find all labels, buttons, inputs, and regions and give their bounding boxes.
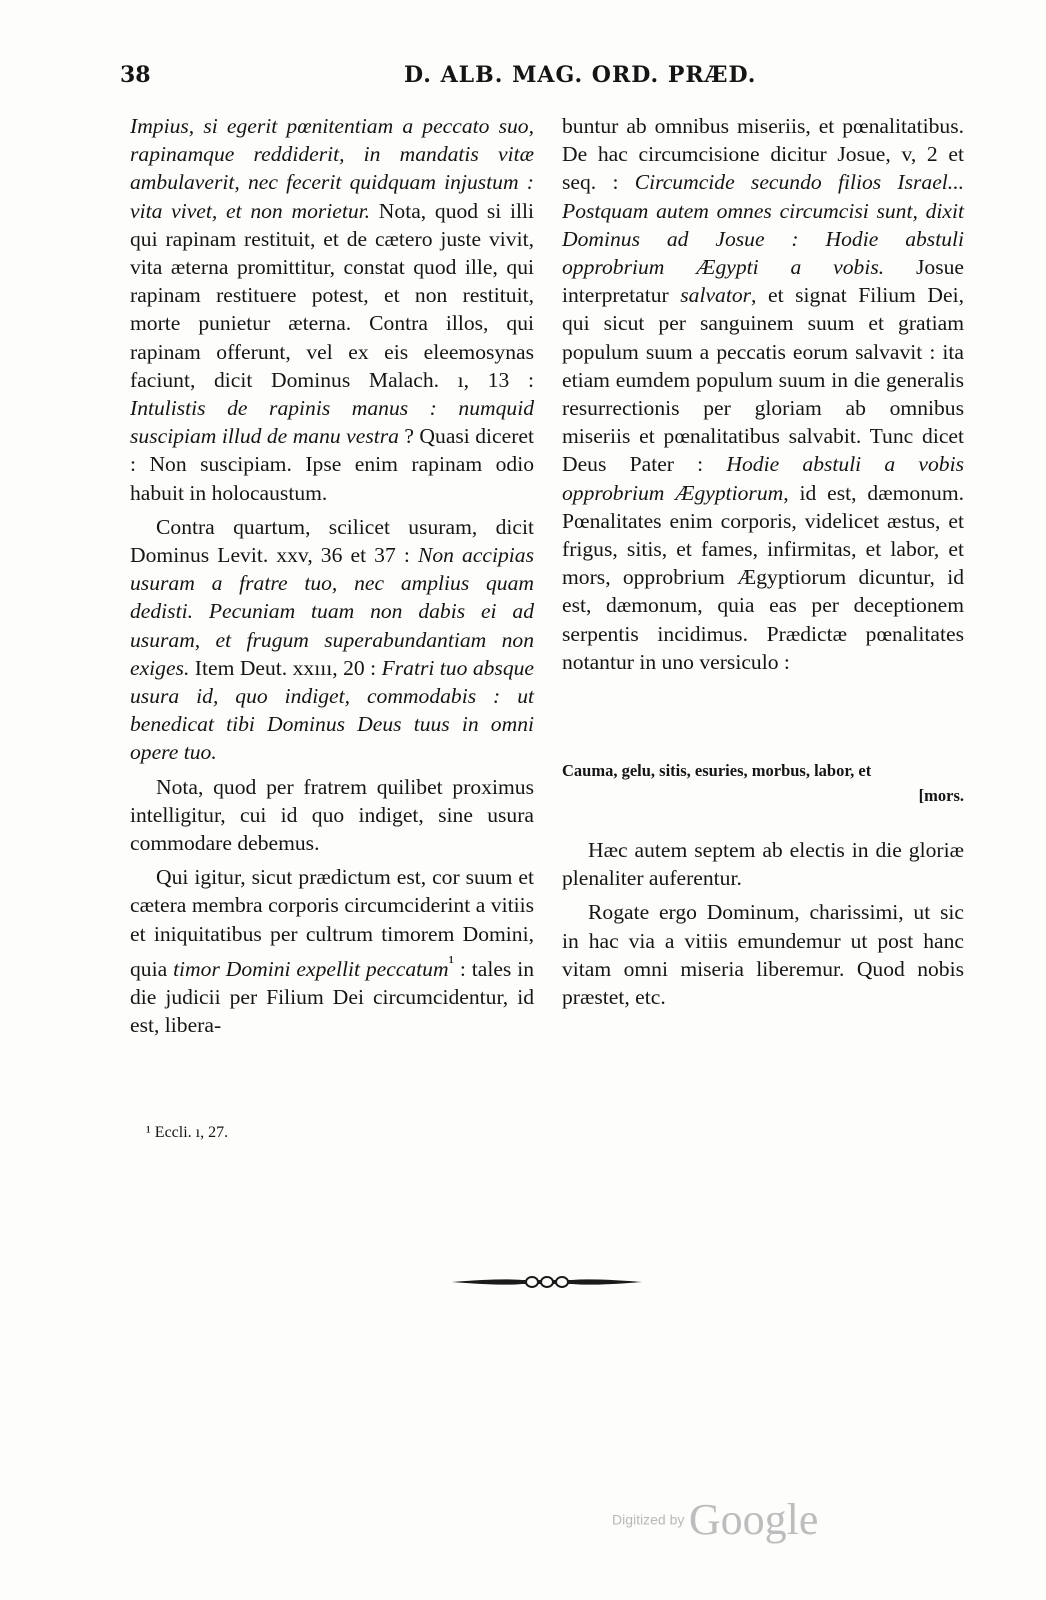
verse-line: [mors. <box>918 786 964 805</box>
paragraph-closing-1: Hæc autem septem ab electis in die gloriæ plenaliter auferentur. <box>562 838 964 891</box>
body-text: Josue interpretatur <box>562 255 964 308</box>
scripture-quote: Non accipias usuram a fratre tuo, nec amplius quam dedisti. Pecuniam tuam non dabis ei ad usuram, et frugum superabundantiam non exiges. <box>130 543 535 680</box>
left-column <box>130 112 534 1040</box>
body-text: Contra quartum, scilicet usuram, dicit Dominus Levit. xxv, 36 et 37 : <box>130 514 534 568</box>
paragraph-closing-2: Rogate ergo Dominum, charissimi, ut sic in hac via a vitiis emundemur ut post hanc vitam omni miseria liberemur. Quod nobis præstet, etc. <box>562 900 964 1010</box>
scripture-quote: Circumcide secundo filios Israel... Postquam autem omnes circumcisi sunt, dixit Dominus ad Josue : Hodie abstuli opprobrium Ægypti a vobis. <box>562 170 964 280</box>
emphasis: salvator <box>680 283 752 308</box>
right-column <box>562 112 964 676</box>
tailpiece-ornament <box>452 1272 642 1292</box>
footnote-marker: ¹ <box>448 951 454 972</box>
body-text: , et signat Filium Dei, qui sicut per sanguinem suum et gratiam populum suum a peccatis eorum salvavit : ita etiam eumdem populum suum in die generalis resurrectionis per gloriam ab omnibus miseriis et pœnalitatibus salvabit. Tunc dicet Deus Pater : <box>562 283 964 477</box>
body-text: Qui igitur, sicut prædictum est, cor suum et cætera membra corporis circumciderint a vitiis et iniquitatibus per cultrum timorem Domini, quia <box>130 865 534 982</box>
body-text: Nota, quod si illi qui rapinam restituit, et de cætero juste vivit, vita æterna promittitur, constat quod ille, qui rapinam restituere potest, et non restituit, morte punietur æterna. Contra illos, qui rapinam offerunt, vel ex eis eleemosynas faciunt, dicit Dominus Malach. ı, 13 : <box>130 198 534 392</box>
body-text: : tales in die judicii per Filium Dei circumcidentur, id est, libera- <box>130 957 534 1038</box>
scripture-quote: Fratri tuo absque usura id, quo indiget, commodabis : ut benedicat tibi Dominus Deus tuus in omni opere tuo. <box>130 655 535 765</box>
digitized-watermark <box>612 1494 818 1545</box>
verse-block <box>562 758 964 808</box>
body-text: ? Quasi diceret : Non suscipiam. Ipse enim rapinam odio habuit in holocaustum. <box>130 424 535 505</box>
running-header <box>120 62 980 98</box>
google-logo: Google <box>688 1495 819 1544</box>
page-number: 38 <box>120 62 151 88</box>
scripture-quote: Impius, si egerit pœnitentiam a peccato suo, rapinamque reddiderit, in mandatis vitæ ambulaverit, nec fecerit quidquam injustum : vita vivet, et non morietur. <box>130 114 534 223</box>
body-text: , id est, dæmonum. Pœnalitates enim corporis, videlicet æstus, et frigus, sitis, et fames, infirmitas, et labor, et mors, opprobrium Ægyptiorum dicuntur, id est, dæmonum, quia eas per deceptionem serpentis incidimus. Prædictæ pœnalitates notantur in uno versiculo : <box>562 480 965 674</box>
body-text: Item Deut. xxııı, 20 : <box>189 655 382 680</box>
right-column-closing <box>562 836 964 1011</box>
footnote: ¹ Eccli. ı, 27. <box>146 1124 229 1141</box>
scripture-quote: Hodie abstuli a vobis opprobrium Ægyptiorum <box>562 452 964 505</box>
running-title: D. ALB. MAG. ORD. PRÆD. <box>404 62 757 88</box>
paragraph-3: Nota, quod per fratrem quilibet proximus intelligitur, cui id quo indiget, sine usura commodare debemus. <box>130 774 534 856</box>
verse-line: Cauma, gelu, sitis, esuries, morbus, labor, et <box>562 761 872 780</box>
paragraph-4 <box>130 863 534 1039</box>
paragraph-1 <box>130 112 534 507</box>
scripture-quote: Intulistis de rapinis manus : numquid suscipiam illud de manu vestra <box>130 396 534 449</box>
paragraph-2 <box>130 513 534 767</box>
watermark-small-text: Digitized by <box>612 1511 685 1528</box>
scripture-quote: timor Domini expellit peccatum <box>173 957 449 982</box>
paragraph-continued <box>562 112 964 676</box>
body-text: buntur ab omnibus miseriis, et pœnalitatibus. De hac circumcisione dicitur Josue, v, 2 et seq. : <box>562 114 964 195</box>
